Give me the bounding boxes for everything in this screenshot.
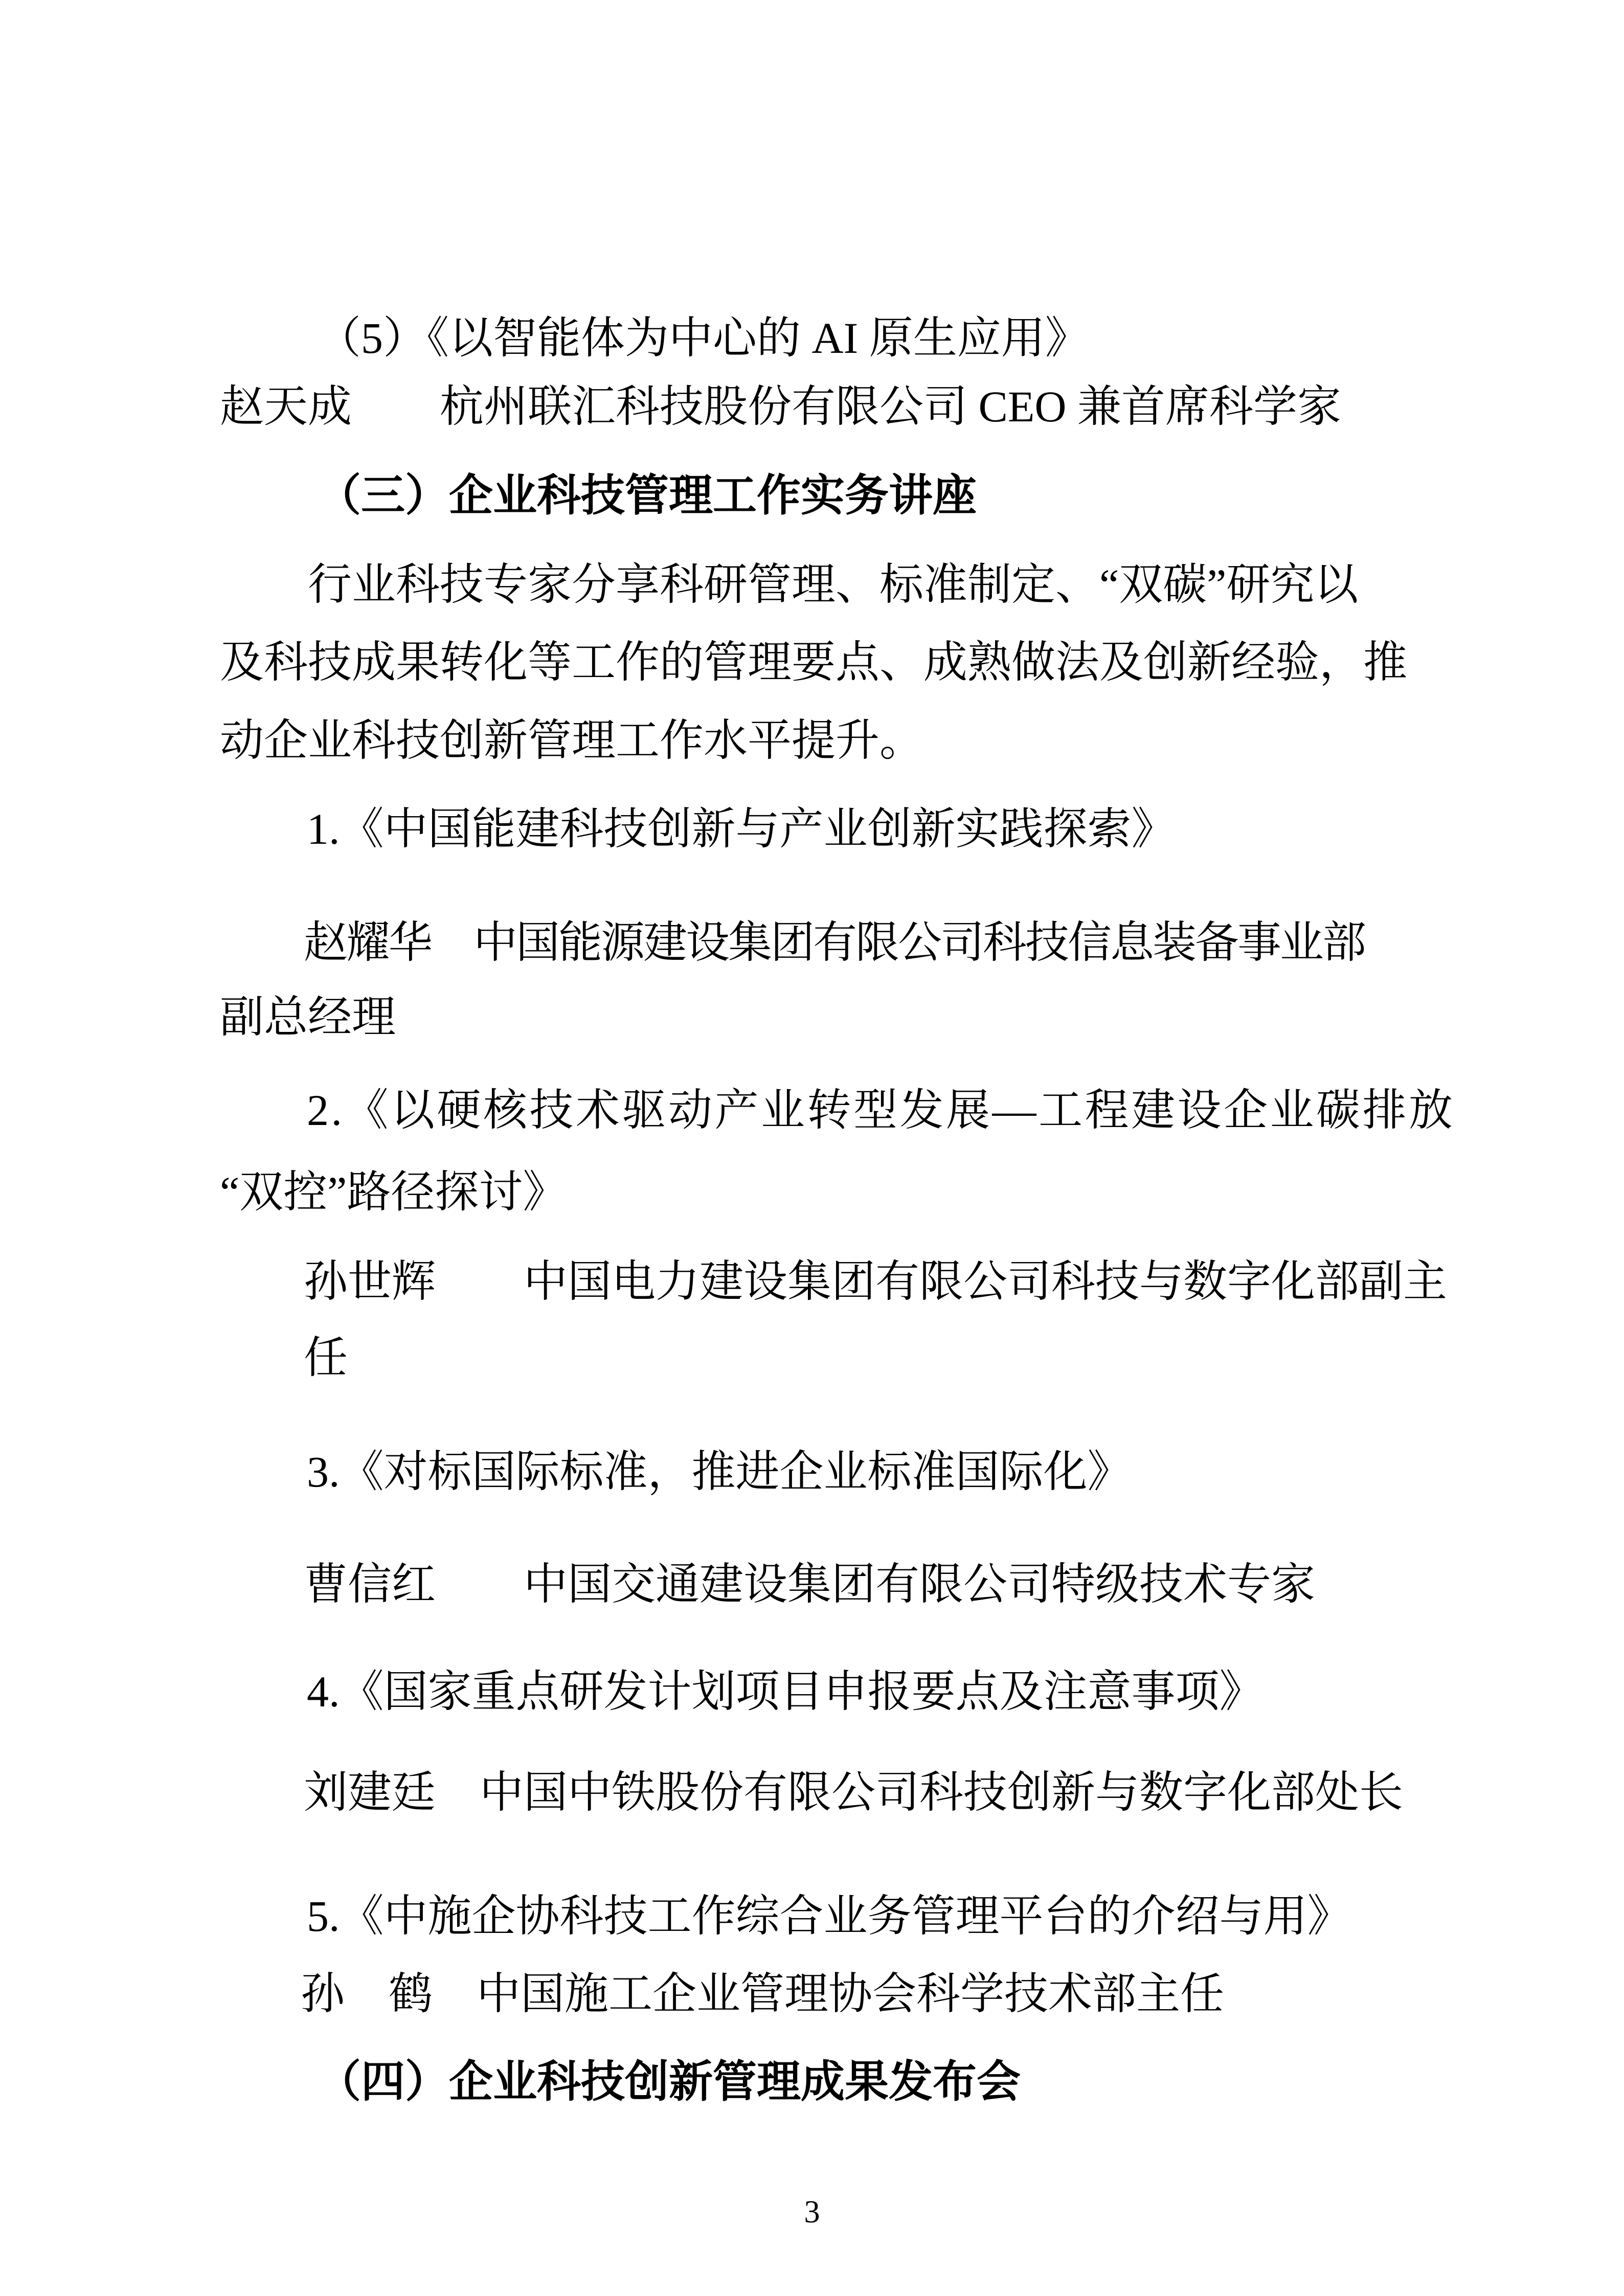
speaker-zhao-tiancheng: 赵天成 杭州联汇科技股份有限公司 CEO 兼首席科学家 — [220, 382, 1341, 431]
intro-paragraph-line-3: 动企业科技创新管理工作水平提升。 — [220, 716, 923, 765]
lecture-3-title: 3.《对标国际标准，推进企业标准国际化》 — [307, 1447, 1132, 1496]
section-three-heading: （三）企业科技管理工作实务讲座 — [317, 471, 977, 520]
lecture-5-title: （5）《以智能体为中心的 AI 原生应用》 — [317, 313, 1089, 363]
lecture-4-title: 4.《国家重点研发计划项目申报要点及注意事项》 — [307, 1667, 1264, 1716]
intro-paragraph-line-2: 及科技成果转化等工作的管理要点、成熟做法及创新经验，推 — [220, 638, 1407, 687]
lecture-2-title-line-1: 2.《以硬核技术驱动产业转型发展—工程建设企业碳排放 — [307, 1086, 1455, 1135]
speaker-sun-shihui: 孙世辉 中国电力建设集团有限公司科技与数字化部副主 — [304, 1257, 1447, 1306]
speaker-zhao-yaohua-title-cont: 副总经理 — [220, 993, 396, 1042]
page-number: 3 — [804, 2195, 820, 2230]
speaker-cao-xinhong: 曹信红 中国交通建设集团有限公司特级技术专家 — [304, 1560, 1315, 1609]
speaker-sun-he: 孙 鹤 中国施工企业管理协会科学技术部主任 — [301, 1969, 1224, 2018]
intro-paragraph-line-1: 行业科技专家分享科研管理、标准制定、“双碳”研究以 — [308, 560, 1359, 609]
section-four-heading: （四）企业科技创新管理成果发布会 — [317, 2057, 1021, 2106]
speaker-liu-jianting: 刘建廷 中国中铁股份有限公司科技创新与数字化部处长 — [304, 1768, 1403, 1817]
lecture-2-title-line-2: “双控”路径探讨》 — [220, 1167, 567, 1217]
lecture-1-title: 1.《中国能建科技创新与产业创新实践探索》 — [307, 804, 1176, 853]
lecture-5-platform-title: 5.《中施企协科技工作综合业务管理平台的介绍与用》 — [307, 1892, 1351, 1941]
speaker-sun-shihui-cont: 任 — [304, 1333, 348, 1382]
speaker-zhao-yaohua: 赵耀华 中国能源建设集团有限公司科技信息装备事业部 — [304, 918, 1365, 967]
